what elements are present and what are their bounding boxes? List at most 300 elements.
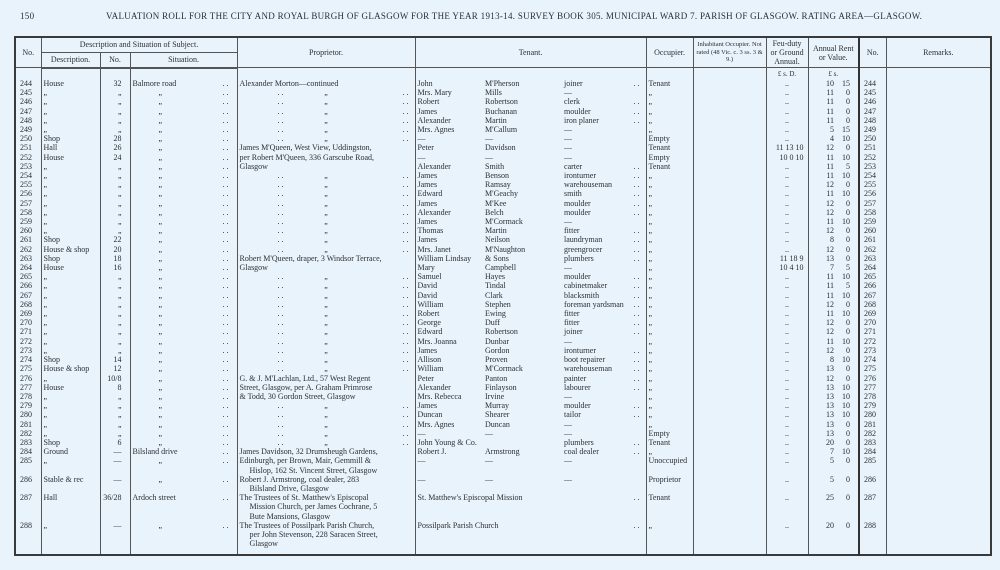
situation-text: Bilsland drive [132, 447, 178, 457]
entry-number-right: 254 [859, 171, 886, 180]
tenant-occupation: — [564, 456, 573, 466]
entry-number: 271 [20, 327, 32, 337]
remarks-cell [886, 300, 991, 309]
proprietor-cell: . . „ . . [237, 245, 415, 254]
leader-dots: . . [222, 263, 229, 273]
inhabitant-occupier-cell [693, 226, 766, 235]
leader-dots: . . [222, 391, 229, 401]
situation-cell [130, 171, 237, 180]
header-description-group: Description and Situation of Subject. [41, 37, 237, 52]
entry-number: 249 [20, 125, 32, 135]
rent-shillings: 5 [846, 281, 851, 291]
table-row [15, 189, 991, 198]
tenant-surname: — [485, 428, 494, 438]
entry-number-right: 258 [859, 208, 886, 217]
entry-number: 254 [20, 171, 32, 181]
inhabitant-occupier-cell [693, 208, 766, 217]
remarks-cell [886, 318, 991, 327]
tenant-surname: Campbell [485, 263, 517, 273]
inhabitant-occupier-cell [693, 337, 766, 346]
occupier-cell: „ [646, 281, 693, 290]
rent-shillings: 10 [842, 336, 851, 346]
table-row [15, 318, 991, 327]
inhabitant-occupier-cell [693, 88, 766, 97]
proprietor-cell: . . „ . . [237, 429, 415, 438]
occupier-cell: „ [646, 291, 693, 300]
table-row [15, 88, 991, 97]
feu-duty-cell: .. [766, 235, 808, 244]
occupier-cell: „ [646, 88, 693, 97]
header-number: No. [100, 52, 130, 67]
table-row [15, 410, 991, 419]
street-number-cell: „ [100, 401, 130, 410]
entry-number: 283 [20, 437, 32, 447]
rent-pounds: 12 [808, 208, 837, 217]
tenant-occupation: warehouseman . . [562, 364, 646, 373]
entry-number-right: 288 [859, 521, 886, 549]
leader-dots: . . [222, 345, 229, 355]
description-cell: „ [41, 374, 100, 383]
page-title: VALUATION ROLL FOR THE CITY AND ROYAL BURGH OF GLASGOW FOR THE YEAR 1913-14. SURVEY BOOK 305. MUNICIPAL WARD 7. PARISH OF GLASGOW. RATING AREA—GLASGOW. [106, 11, 923, 21]
situation-cell [130, 392, 237, 401]
tenant-surname: Duff [485, 318, 500, 328]
tenant-occupation: tailor . . [562, 410, 646, 419]
situation-cell [130, 364, 237, 373]
table-row [15, 521, 991, 549]
tenant-first-name: Thomas [415, 226, 483, 235]
inhabitant-occupier-cell [693, 263, 766, 272]
proprietor-cell: . . „ . . [237, 125, 415, 134]
feu-duty-cell: .. [766, 420, 808, 429]
description-cell: House & shop [41, 245, 100, 254]
rent-pounds: 11 [808, 88, 837, 97]
feu-duty-cell: .. [766, 171, 808, 180]
tenant-first-name: — [415, 429, 483, 438]
occupier-cell: „ [646, 263, 693, 272]
remarks-cell [886, 429, 991, 438]
street-number-cell: „ [100, 346, 130, 355]
description-cell: „ [41, 291, 100, 300]
rent-shillings: 0 [846, 520, 851, 530]
proprietor-cell: per Robert M'Queen, 336 Garscube Road, [237, 153, 415, 162]
rent-pounds: 12 [808, 245, 837, 254]
tenant-occupation: joiner . . [562, 327, 646, 336]
street-number-cell: 28 [100, 134, 130, 143]
street-number-cell: „ [100, 429, 130, 438]
leader-dots: . . [222, 474, 229, 484]
tenant-surname: Duncan [485, 419, 510, 429]
situation-cell [130, 272, 237, 281]
tenant-surname: Mills [485, 88, 502, 98]
rent-shillings: 0 [846, 419, 851, 429]
occupier-cell: „ [646, 107, 693, 116]
rent-pounds: 4 [808, 134, 837, 143]
rent-shillings: 10 [842, 391, 851, 401]
remarks-cell [886, 438, 991, 447]
tenant-surname: M'Naughton [485, 244, 526, 254]
entry-number-right: 259 [859, 217, 886, 226]
entry-number: 252 [20, 152, 32, 162]
situation-text: „ [158, 217, 163, 227]
tenant-surname: Clark [485, 290, 503, 300]
rent-shillings: 0 [846, 364, 851, 374]
rent-pounds: 11 [808, 217, 837, 226]
situation-text: „ [158, 474, 163, 484]
entry-number: 269 [20, 309, 32, 319]
situation-cell [130, 438, 237, 447]
table-row [15, 364, 991, 373]
description-cell: „ [41, 180, 100, 189]
inhabitant-occupier-cell [693, 116, 766, 125]
tenant-occupation: — [564, 88, 573, 98]
occupier-cell: „ [646, 410, 693, 419]
tenant-first-name: Robert [415, 97, 483, 106]
tenant-occupation: labourer . . [562, 383, 646, 392]
feu-duty-cell: .. [766, 281, 808, 290]
rent-shillings: 0 [846, 106, 851, 116]
rent-pounds: 8 [808, 355, 837, 364]
inhabitant-occupier-cell [693, 429, 766, 438]
rent-pounds: 11 [808, 97, 837, 106]
rent-shillings: 10 [842, 272, 851, 282]
inhabitant-occupier-cell [693, 410, 766, 419]
leader-dots: . . [222, 97, 229, 107]
proprietor-cell: Robert M'Queen, draper, 3 Windsor Terrace, [237, 254, 415, 263]
inhabitant-occupier-cell [693, 300, 766, 309]
situation-text: „ [158, 171, 163, 181]
occupier-cell: „ [646, 401, 693, 410]
entry-number: 273 [20, 345, 32, 355]
description-cell: „ [41, 318, 100, 327]
situation-cell [130, 107, 237, 116]
description-cell: „ [41, 217, 100, 226]
tenant-surname: Smith [485, 161, 505, 171]
remarks-cell [886, 475, 991, 493]
feu-duty-cell: .. [766, 327, 808, 336]
tenant-occupation: fitter . . [562, 318, 646, 327]
rent-pounds: 11 [808, 291, 837, 300]
tenant-occupation: — [564, 217, 573, 227]
entry-number: 280 [20, 410, 32, 420]
rent-shillings: 0 [846, 198, 851, 208]
rent-shillings: 10 [842, 189, 851, 199]
proprietor-cell: . . „ . . [237, 235, 415, 244]
description-cell: Ground [41, 447, 100, 456]
tenant-first-name: Robert J. [415, 447, 483, 456]
entry-number: 259 [20, 217, 32, 227]
situation-text: „ [158, 106, 163, 116]
situation-text: „ [158, 189, 163, 199]
leader-dots: . . [222, 447, 229, 457]
rent-pounds: 8 [808, 235, 837, 244]
description-cell: House [41, 79, 100, 88]
situation-cell [130, 475, 237, 493]
rent-shillings: 0 [846, 235, 851, 245]
rent-pounds: 11 [808, 281, 837, 290]
inhabitant-occupier-cell [693, 189, 766, 198]
situation-text: „ [158, 198, 163, 208]
header-inhabitant-occupier: Inhabitant Occupier. Not rated (48 Vic. c. 3 ss. 3 & 9.) [693, 37, 766, 68]
feu-duty-cell: .. [766, 456, 808, 474]
remarks-cell [886, 281, 991, 290]
proprietor-cell: James M'Queen, West View, Uddingston, [237, 143, 415, 152]
tenant-surname: Murray [485, 401, 510, 411]
rent-shillings: 0 [846, 345, 851, 355]
description-cell: „ [41, 401, 100, 410]
remarks-cell [886, 180, 991, 189]
entry-number: 287 [20, 493, 32, 503]
tenant-surname: M'Callum [485, 125, 518, 135]
feu-duty-cell: .. [766, 208, 808, 217]
street-number-cell: 8 [100, 383, 130, 392]
occupier-cell: „ [646, 116, 693, 125]
remarks-cell [886, 97, 991, 106]
street-number-cell: 22 [100, 235, 130, 244]
entry-number-right: 248 [859, 116, 886, 125]
feu-duty-cell: .. [766, 401, 808, 410]
occupier-cell: Empty [646, 429, 693, 438]
tenant-occupation: — [564, 263, 573, 273]
table-row [15, 272, 991, 281]
proprietor-cell: The Trustees of Possilpark Parish Church, per John Stevenson, 228 Saracen Street, Glasgow [237, 521, 415, 549]
feu-duty-cell: .. [766, 392, 808, 401]
feu-duty-cell: .. [766, 475, 808, 493]
entry-number: 261 [20, 235, 32, 245]
tenant-first-name: James [415, 217, 483, 226]
tenant-occupation: laundryman . . [562, 235, 646, 244]
leader-dots: . . [222, 419, 229, 429]
rent-shillings: 10 [842, 171, 851, 181]
tenant-occupation: — [564, 143, 573, 153]
rent-shillings: 0 [846, 207, 851, 217]
rent-shillings: 0 [846, 373, 851, 383]
entry-number-right: 278 [859, 392, 886, 401]
remarks-cell [886, 88, 991, 97]
table-row [15, 180, 991, 189]
header-tenant: Tenant. [415, 37, 646, 68]
entry-number: 268 [20, 299, 32, 309]
feu-duty-cell: .. [766, 245, 808, 254]
inhabitant-occupier-cell [693, 456, 766, 474]
street-number-cell: 26 [100, 143, 130, 152]
entry-number-right: 284 [859, 447, 886, 456]
description-cell: Shop [41, 355, 100, 364]
feu-duty-cell: .. [766, 337, 808, 346]
description-cell: House [41, 153, 100, 162]
occupier-cell: „ [646, 208, 693, 217]
rent-pounds: 11 [808, 272, 837, 281]
tenant-occupation: fitter . . [562, 226, 646, 235]
remarks-cell [886, 245, 991, 254]
leader-dots: . . [222, 290, 229, 300]
table-row [15, 438, 991, 447]
inhabitant-occupier-cell [693, 364, 766, 373]
proprietor-cell: G. & J. M'Lachlan, Ltd., 57 West Regent [237, 374, 415, 383]
tenant-first-name: Duncan [415, 410, 483, 419]
rent-pounds: 13 [808, 410, 837, 419]
situation-text: „ [158, 125, 163, 135]
table-row [15, 456, 991, 474]
situation-text: „ [158, 391, 163, 401]
proprietor-cell: . . „ . . [237, 116, 415, 125]
situation-text: „ [158, 309, 163, 319]
street-number-cell: „ [100, 171, 130, 180]
description-cell: Hall [41, 143, 100, 152]
rent-pounds: 5 [808, 125, 837, 134]
table-row [15, 420, 991, 429]
street-number-cell: „ [100, 125, 130, 134]
tenant-full-cell: St. Matthew's Episcopal Mission . . [415, 493, 646, 521]
occupier-cell: „ [646, 355, 693, 364]
proprietor-cell: James Davidson, 32 Drumsheugh Gardens, [237, 447, 415, 456]
leader-dots: . . [222, 106, 229, 116]
street-number-cell: „ [100, 272, 130, 281]
table-row [15, 309, 991, 318]
feu-duty-cell: .. [766, 88, 808, 97]
proprietor-cell: . . „ . . [237, 291, 415, 300]
feu-duty-cell: .. [766, 189, 808, 198]
leader-dots: . . [222, 244, 229, 254]
remarks-cell [886, 143, 991, 152]
rent-pounds: 7 [808, 263, 837, 272]
tenant-surname: Irvine [485, 391, 505, 401]
tenant-first-name: Mrs. Rebecca [415, 392, 483, 401]
feu-duty-cell: .. [766, 125, 808, 134]
inhabitant-occupier-cell [693, 346, 766, 355]
situation-text: „ [158, 410, 163, 420]
feu-duty-cell: .. [766, 429, 808, 438]
entry-number-right: 267 [859, 291, 886, 300]
leader-dots: . . [222, 309, 229, 319]
entry-number: 288 [20, 520, 32, 530]
tenant-surname: M'Cormack [485, 364, 523, 374]
leader-dots: . . [222, 207, 229, 217]
remarks-cell [886, 171, 991, 180]
description-cell: House [41, 263, 100, 272]
proprietor-cell: . . „ . . [237, 401, 415, 410]
tenant-first-name: — [415, 475, 483, 493]
description-cell: Shop [41, 254, 100, 263]
rent-shillings: 0 [846, 244, 851, 254]
rent-shillings: 0 [846, 143, 851, 153]
tenant-surname: Robertson [485, 327, 518, 337]
situation-cell [130, 217, 237, 226]
proprietor-cell: . . „ . . [237, 346, 415, 355]
inhabitant-occupier-cell [693, 291, 766, 300]
street-number-cell: „ [100, 281, 130, 290]
tenant-full-cell: Possilpark Parish Church . . [415, 521, 646, 549]
entry-number: 284 [20, 447, 32, 457]
situation-cell [130, 327, 237, 336]
occupier-cell: „ [646, 318, 693, 327]
entry-number-right: 285 [859, 456, 886, 474]
leader-dots: . . [222, 180, 229, 190]
situation-text: „ [158, 235, 163, 245]
entry-number-right: 270 [859, 318, 886, 327]
situation-cell [130, 208, 237, 217]
remarks-cell [886, 79, 991, 88]
proprietor-cell: Alexander Morton—continued [237, 79, 415, 88]
feu-duty-cell: .. [766, 272, 808, 281]
entry-number-right: 245 [859, 88, 886, 97]
leader-dots: . . [222, 152, 229, 162]
entry-number-right: 263 [859, 254, 886, 263]
situation-text: „ [158, 263, 163, 273]
table-row [15, 337, 991, 346]
tenant-occupation: carter . . [562, 162, 646, 171]
entry-number: 272 [20, 336, 32, 346]
situation-text: „ [158, 253, 163, 263]
tenant-first-name: James [415, 346, 483, 355]
feu-duty-cell: .. [766, 226, 808, 235]
tenant-first-name: Samuel [415, 272, 483, 281]
remarks-cell [886, 401, 991, 410]
rent-shillings: 10 [842, 134, 851, 144]
rent-shillings: 0 [846, 115, 851, 125]
entry-number-right: 249 [859, 125, 886, 134]
inhabitant-occupier-cell [693, 438, 766, 447]
street-number-cell: 36/28 [100, 493, 130, 521]
tenant-occupation: clerk . . [562, 97, 646, 106]
feu-duty-cell: .. [766, 79, 808, 88]
occupier-cell: „ [646, 337, 693, 346]
valuation-roll-table [14, 36, 992, 556]
remarks-cell [886, 116, 991, 125]
entry-number-right: 250 [859, 134, 886, 143]
remarks-cell [886, 521, 991, 549]
situation-cell [130, 318, 237, 327]
leader-dots: . . [222, 373, 229, 383]
leader-dots: . . [222, 115, 229, 125]
entry-number-right: 274 [859, 355, 886, 364]
rent-pounds: 20 [808, 438, 837, 447]
description-cell: „ [41, 392, 100, 401]
occupier-cell: „ [646, 521, 693, 549]
entry-number: 285 [20, 456, 32, 466]
rent-shillings: 10 [842, 355, 851, 365]
occupier-cell: Tenant [646, 143, 693, 152]
rent-shillings: 10 [842, 447, 851, 457]
inhabitant-occupier-cell [693, 97, 766, 106]
rent-shillings: 0 [846, 437, 851, 447]
entry-number-right: 276 [859, 374, 886, 383]
feu-duty-cell: 11 13 10 [766, 143, 808, 152]
situation-text: „ [158, 299, 163, 309]
rent-pounds: 13 [808, 401, 837, 410]
rent-pounds: 20 [808, 521, 837, 549]
header-feu-duty: Feu-duty or Ground Annual. [766, 37, 808, 68]
situation-text: „ [158, 272, 163, 282]
occupier-cell: „ [646, 346, 693, 355]
rent-shillings: 0 [846, 456, 851, 466]
table-row [15, 208, 991, 217]
situation-cell [130, 309, 237, 318]
proprietor-cell: The Trustees of St. Matthew's Episcopal Mission Church, per James Cochrane, 5 Bute Mansions, Glasgow [237, 493, 415, 521]
occupier-cell: „ [646, 171, 693, 180]
tenant-surname: Dunbar [485, 336, 510, 346]
leader-dots: . . [222, 125, 229, 135]
entry-number-right: 252 [859, 153, 886, 162]
feu-duty-cell: .. [766, 447, 808, 456]
situation-text: „ [158, 226, 163, 236]
rent-shillings: 0 [846, 299, 851, 309]
situation-text: „ [158, 207, 163, 217]
situation-cell [130, 125, 237, 134]
occupier-cell: Tenant [646, 438, 693, 447]
tenant-first-name: David [415, 291, 483, 300]
tenant-first-name: George [415, 318, 483, 327]
proprietor-cell: . . „ . . [237, 134, 415, 143]
